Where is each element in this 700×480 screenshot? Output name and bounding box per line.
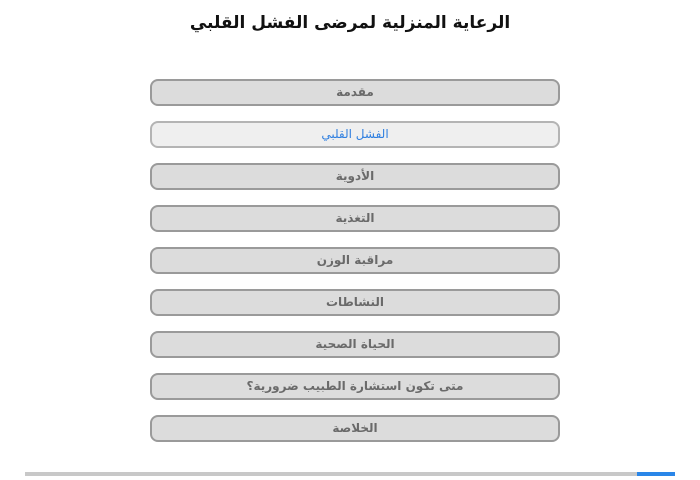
page-title: الرعاية المنزلية لمرضى الفشل القلبي	[189, 13, 511, 33]
progress-bar-fill	[637, 472, 675, 476]
menu-item-introduction[interactable]: مقدمة	[150, 79, 560, 106]
menu-item-medications[interactable]: الأدوية	[150, 163, 560, 190]
lesson-menu	[150, 79, 560, 457]
menu-item-nutrition[interactable]: التغذية	[150, 205, 560, 232]
menu-item-healthy-living[interactable]: الحياة الصحية	[150, 331, 560, 358]
menu-item-when-to-see-doctor[interactable]: متى تكون استشارة الطبيب ضرورية؟	[150, 373, 560, 400]
menu-item-weight-monitoring[interactable]: مراقبة الوزن	[150, 247, 560, 274]
menu-item-activities[interactable]: النشاطات	[150, 289, 560, 316]
menu-item-heart-failure[interactable]: الفشل القلبي	[150, 121, 560, 148]
menu-item-summary[interactable]: الخلاصة	[150, 415, 560, 442]
progress-bar	[25, 472, 675, 476]
